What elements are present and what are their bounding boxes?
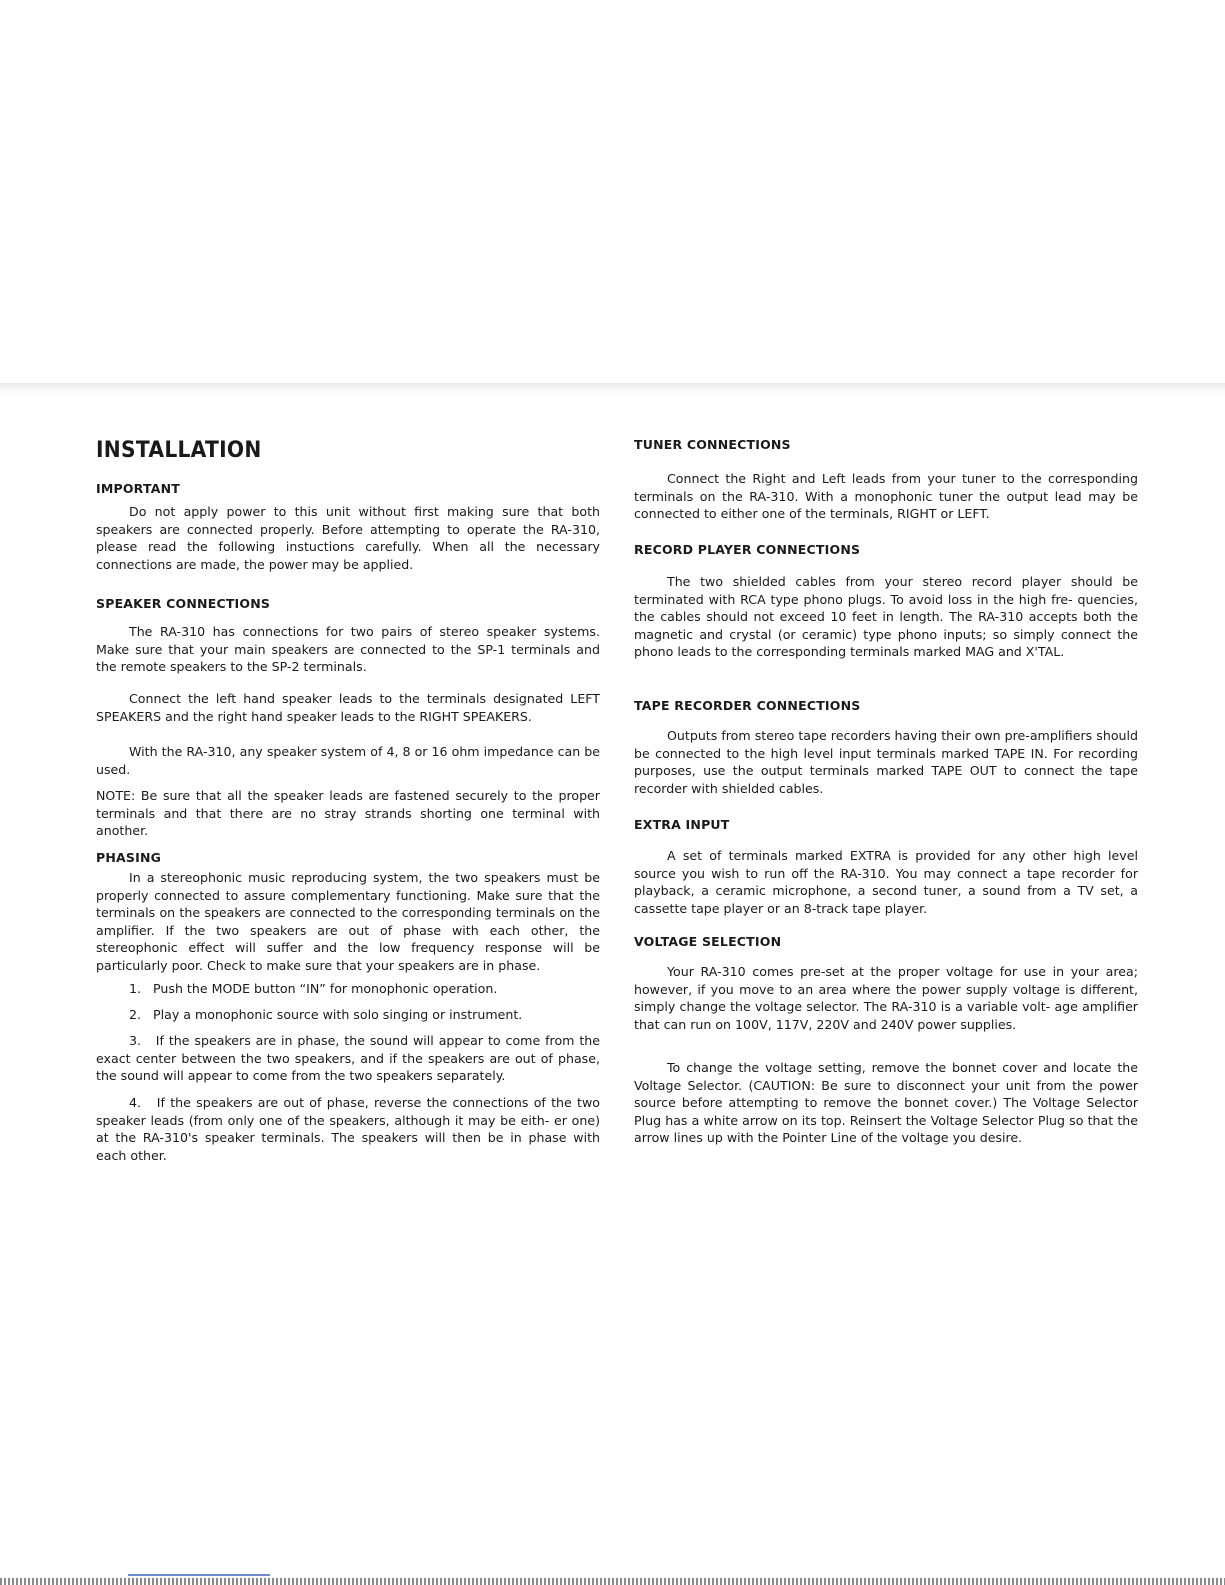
heading-important: IMPORTANT [96, 481, 180, 496]
speaker-note: NOTE: Be sure that all the speaker leads are fastened securely to the proper terminals and that there are no stray strands shorting one terminal with another. [96, 788, 600, 839]
scan-edge-bottom [0, 1578, 1225, 1585]
phasing-step-2: 2. Play a monophonic source with solo singing or instrument. [129, 1007, 523, 1022]
tuner-text: Connect the Right and Left leads from your tuner to the corresponding terminals on the RA-310. With a monophonic tuner the output lead may be connected to either one of the terminals, RIGHT or LEFT. [634, 471, 1138, 522]
heading-record-player-connections: RECORD PLAYER CONNECTIONS [634, 542, 861, 557]
phasing-step-3: 3. If the speakers are in phase, the sound will appear to come from the exact center between the two speakers, and if the speakers are out of phase, the sound will appear to come from the two speakers separately. [96, 1033, 600, 1084]
scan-link-underline [128, 1574, 270, 1576]
record-player-text: The two shielded cables from your stereo record player should be terminated with RCA type phono plugs. To avoid loss in the high fre- quencies, the cables should not exceed 10 feet in length. The RA-310 accepts both the magnetic and crystal (or ceramic) type phono inputs; so simply connect the phono leads to the corresponding terminals marked MAG and X'TAL. [634, 574, 1138, 660]
heading-phasing: PHASING [96, 850, 162, 865]
heading-extra-input: EXTRA INPUT [634, 817, 730, 832]
extra-input-text: A set of terminals marked EXTRA is provided for any other high level source you wish to run off the RA-310. You may connect a tape recorder for playback, a ceramic microphone, a second tuner, a sound from a TV set, a cassette tape player or an 8-track tape player. [634, 848, 1138, 916]
tape-recorder-text: Outputs from stereo tape recorders having their own pre-amplifiers should be connected to the high level input terminals marked TAPE IN. For recording purposes, use the output terminals marked TAPE OUT to connect the tape recorder with shielded cables. [634, 728, 1138, 796]
voltage-paragraph-2: To change the voltage setting, remove the bonnet cover and locate the Voltage Selector. (CAUTION: Be sure to disconnect your unit from the power source before attempting to remove the bonnet cover.) The Voltage Selector Plug has a white arrow on its top. Reinsert the Voltage Selector Plug so that the arrow lines up with the Pointer Line of the voltage you desire. [634, 1060, 1138, 1146]
heading-voltage-selection: VOLTAGE SELECTION [634, 934, 782, 949]
important-text: Do not apply power to this unit without first making sure that both speakers are connected properly. Before attempting to operate the RA-310, please read the following instuctions carefully. When all the necessary connections are made, the power may be applied. [96, 504, 600, 572]
heading-tuner-connections: TUNER CONNECTIONS [634, 437, 791, 452]
phasing-intro: In a stereophonic music reproducing system, the two speakers must be properly connected to assure complementary functioning. Make sure that the terminals on the speakers are connected to the corresponding terminals on the amplifier. If the two speakers are out of phase with each other, the stereophonic effect will suffer and the low frequency response will be particularly poor. Check to make sure that your speakers are in phase. [96, 870, 600, 973]
page-title: INSTALLATION [96, 438, 262, 463]
speaker-paragraph-3: With the RA-310, any speaker system of 4, 8 or 16 ohm impedance can be used. [96, 744, 600, 777]
phasing-step-4: 4. If the speakers are out of phase, reverse the connections of the two speaker leads (from only one of the speakers, although it may be eith- er one) at the RA-310's speaker terminals. The speakers will then be in phase with each other. [96, 1095, 600, 1163]
heading-tape-recorder-connections: TAPE RECORDER CONNECTIONS [634, 698, 861, 713]
speaker-paragraph-2: Connect the left hand speaker leads to the terminals designated LEFT SPEAKERS and the right hand speaker leads to the RIGHT SPEAKERS. [96, 691, 600, 724]
phasing-step-1: 1. Push the MODE button “IN” for monophonic operation. [129, 981, 498, 996]
scan-edge-top [0, 383, 1225, 395]
speaker-paragraph-1: The RA-310 has connections for two pairs of stereo speaker systems. Make sure that your main speakers are connected to the SP-1 terminals and the remote speakers to the SP-2 terminals. [96, 624, 600, 675]
heading-speaker-connections: SPEAKER CONNECTIONS [96, 596, 271, 611]
voltage-paragraph-1: Your RA-310 comes pre-set at the proper voltage for use in your area; however, if you move to an area where the power supply voltage is different, simply change the voltage selector. The RA-310 is a variable volt- age amplifier that can run on 100V, 117V, 220V and 240V power supplies. [634, 964, 1138, 1032]
